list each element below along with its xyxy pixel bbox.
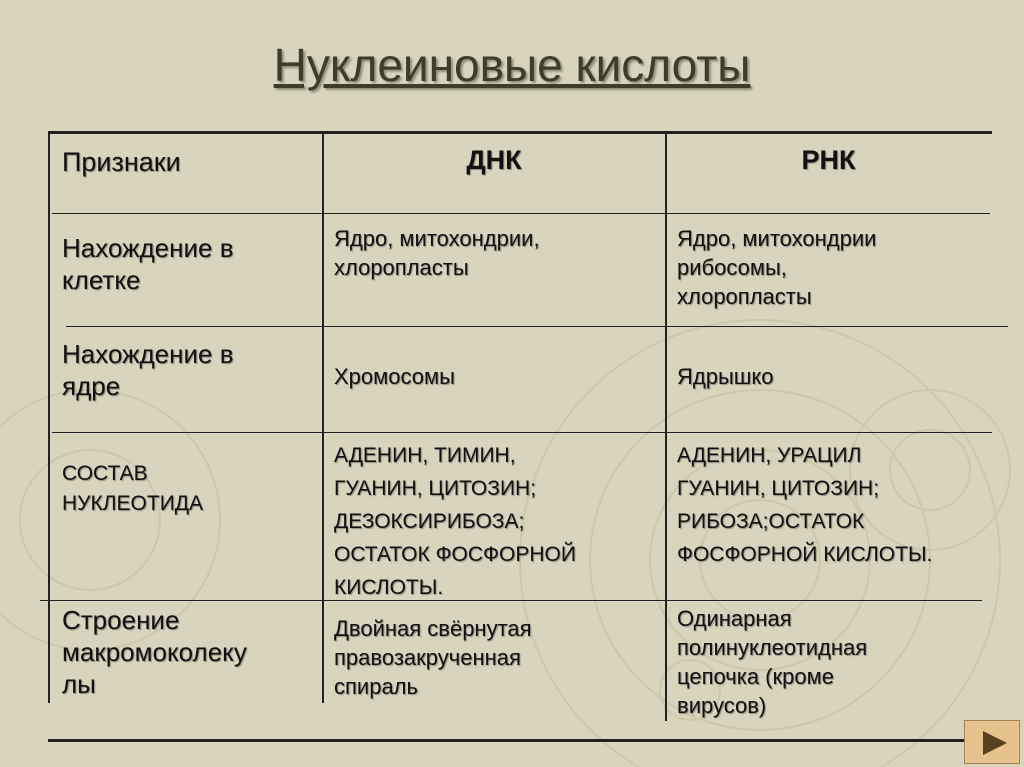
row4-dna: Двойная свёрнутая правозакрученная спираль bbox=[334, 616, 532, 699]
row3-dna: АДЕНИН, ТИМИН, ГУАНИН, ЦИТОЗИН; ДЕЗОКСИРИБОЗА; ОСТАТОК ФОСФОРНОЙ КИСЛОТЫ. bbox=[334, 444, 576, 599]
header-features: Признаки bbox=[62, 147, 181, 177]
row1-dna: Ядро, митохондрии, хлоропласты bbox=[334, 226, 540, 280]
table-top-border bbox=[48, 131, 992, 134]
column-divider-1 bbox=[322, 131, 324, 703]
row1-rna: Ядро, митохондрии рибосомы, хлоропласты bbox=[677, 226, 877, 309]
row1-feature: Нахождение в клетке bbox=[62, 233, 234, 295]
row-divider-3 bbox=[52, 432, 992, 433]
column-divider-2 bbox=[665, 131, 667, 721]
row3-rna: АДЕНИН, УРАЦИЛ ГУАНИН, ЦИТОЗИН; РИБОЗА;ОСТАТОК ФОСФОРНОЙ КИСЛОТЫ. bbox=[677, 444, 933, 566]
row-divider-2 bbox=[66, 326, 1008, 327]
page-title: Нуклеиновые кислоты bbox=[273, 39, 751, 91]
row4-rna: Одинарная полинуклеотидная цепочка (кроме вирусов) bbox=[677, 606, 868, 718]
row2-feature: Нахождение в ядре bbox=[62, 339, 234, 401]
row3-feature: СОСТАВ НУКЛЕОТИДА bbox=[62, 462, 204, 515]
table-bottom-border bbox=[48, 739, 992, 742]
row4-feature: Строение макромоколеку лы bbox=[62, 605, 247, 699]
header-dna: ДНК bbox=[466, 145, 522, 175]
row2-rna: Ядрышко bbox=[677, 364, 774, 389]
row2-dna: Хромосомы bbox=[334, 364, 455, 389]
table-left-border bbox=[48, 131, 50, 703]
play-next-icon bbox=[983, 731, 1007, 755]
header-rna: РНК bbox=[801, 145, 856, 175]
next-slide-button[interactable] bbox=[964, 720, 1020, 764]
row-divider-1 bbox=[52, 213, 990, 214]
